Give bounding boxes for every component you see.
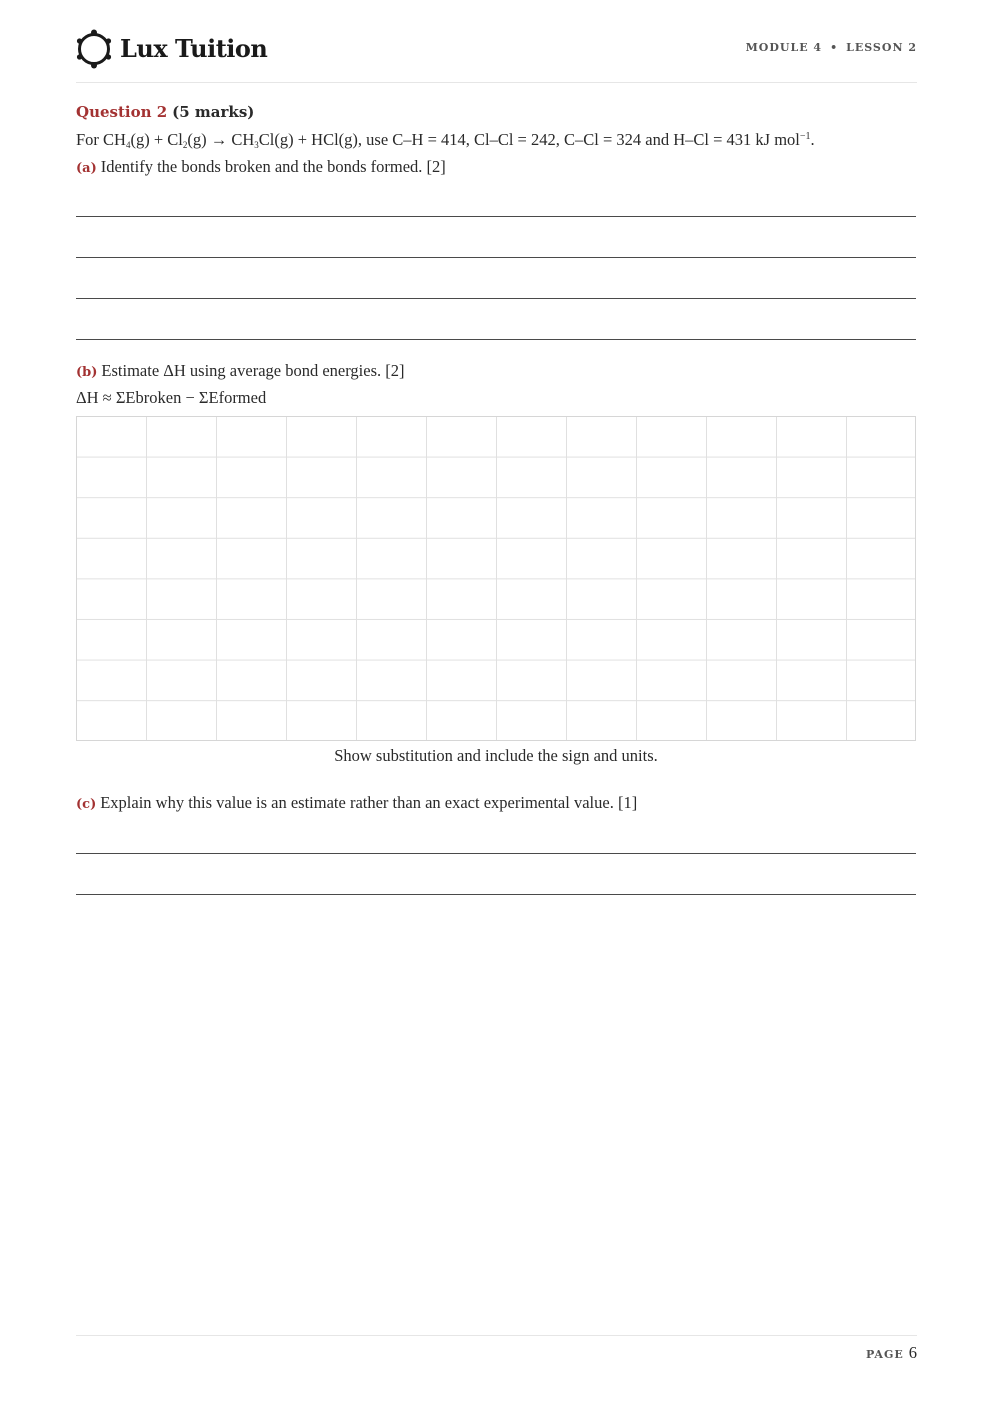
module-label: MODULE 4: [745, 41, 823, 54]
part-b-prompt: [76, 360, 405, 384]
part-c-prompt: [76, 792, 637, 816]
module-lesson-label: [746, 41, 917, 54]
brand-logo: [76, 28, 267, 70]
stem-text-5: .: [810, 130, 815, 149]
part-b-text: Estimate ΔH using average bond energies. [2]: [101, 361, 405, 380]
part-c-label: (c): [76, 797, 97, 812]
answer-line-a2[interactable]: [76, 257, 916, 258]
answer-line-a1[interactable]: [76, 216, 916, 217]
part-b-label: (b): [76, 365, 98, 380]
formula-hint: ΔH ≈ ΣEbroken − ΣEformed: [76, 388, 267, 407]
stem-text-4: Cl(g) + HCl(g), use C–H = 414, Cl–Cl = 242, C–Cl = 324 and H–Cl = 431 kJ mol: [258, 130, 800, 149]
stem-text-1: For CH: [76, 130, 126, 149]
answer-line-c1[interactable]: [76, 853, 916, 854]
stem-text-2: (g) + Cl: [130, 130, 183, 149]
footer-divider: [76, 1335, 917, 1336]
page-number: 6: [908, 1343, 917, 1362]
question-stem: [76, 129, 815, 151]
page-label: PAGE: [865, 1348, 904, 1361]
working-grid[interactable]: [76, 416, 916, 741]
stem-sub-1: 4: [125, 140, 131, 150]
part-c-text: Explain why this value is an estimate rather than an exact experimental value. [1]: [100, 793, 638, 812]
ring-logo-icon: [76, 28, 112, 70]
stem-sup: −1: [799, 131, 811, 142]
brand-name: Lux Tuition: [120, 34, 268, 63]
part-a-prompt: [76, 156, 446, 180]
answer-line-c2[interactable]: [76, 894, 916, 895]
page-header: [76, 28, 917, 83]
answer-line-a4[interactable]: [76, 339, 916, 340]
page-footer: [866, 1343, 917, 1363]
question-marks: (5 marks): [172, 103, 255, 121]
worksheet-page: [76, 0, 917, 1404]
stem-sub-3: 3: [254, 140, 259, 150]
lesson-label: LESSON 2: [846, 41, 917, 54]
stem-text-3: (g) → CH: [187, 130, 255, 149]
question-number: Question 2: [76, 103, 168, 121]
grid-caption: Show substitution and include the sign and units.: [334, 746, 658, 765]
separator-dot: •: [830, 41, 839, 54]
part-a-text: Identify the bonds broken and the bonds formed. [2]: [100, 157, 446, 176]
answer-line-a3[interactable]: [76, 298, 916, 299]
part-a-label: (a): [76, 161, 97, 176]
question-heading: [76, 102, 254, 122]
stem-sub-2: 2: [182, 140, 188, 150]
